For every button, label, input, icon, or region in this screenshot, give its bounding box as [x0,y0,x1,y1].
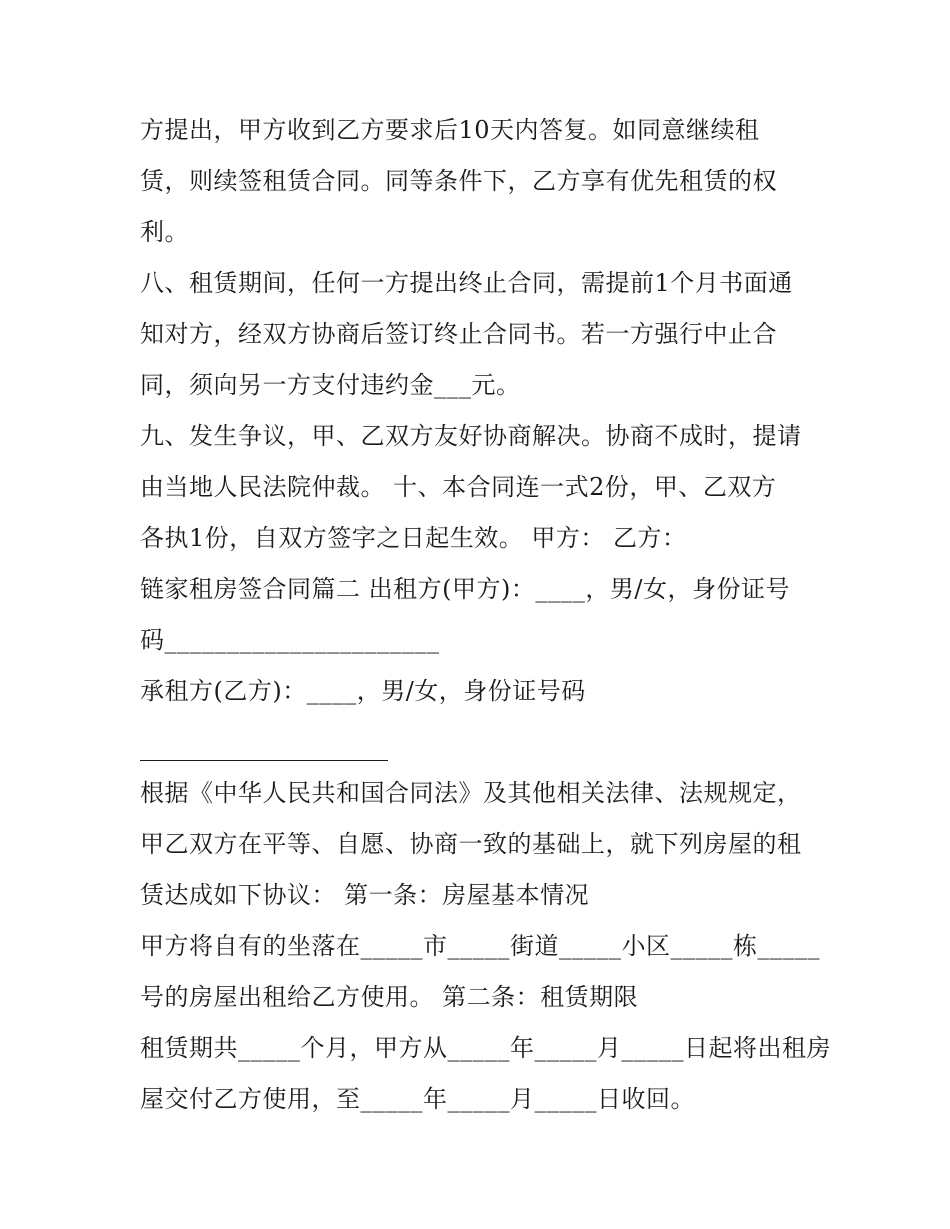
text-line: 链家租房签合同篇二 出租方(甲方)：____，男/女，身份证号 [140,575,790,603]
blank-signature-line [140,720,830,771]
underline-rule [140,720,388,761]
text-line: 赁，则续签租赁合同。同等条件下，乙方享有优先租赁的权 [140,167,777,195]
text-line: 同，须向另一方支付违约金___元。 [140,371,521,399]
text-line: 各执1份，自双方签字之日起生效。 甲方： 乙方： [140,524,687,552]
text-line: 赁达成如下协议： 第一条：房屋基本情况 [140,881,590,909]
text-line: 屋交付乙方使用，至_____年_____月_____日收回。 [140,1085,695,1113]
text-line: 方提出，甲方收到乙方要求后10天内答复。如同意继续租 [140,116,760,144]
text-line: 甲方将自有的坐落在_____市_____街道_____小区_____栋_____ [140,932,820,960]
text-line: 利。 [140,218,189,246]
document-body [140,108,830,1128]
text-line: 知对方，经双方协商后签订终止合同书。若一方强行中止合 [140,320,777,348]
text-line: 八、租赁期间，任何一方提出终止合同，需提前1个月书面通 [140,269,793,297]
text-line: 码______________________ [140,626,440,654]
text-line: 承租方(乙方)：____，男/女，身份证号码 [140,677,586,705]
text-line: 租赁期共_____个月，甲方从_____年_____月_____日起将出租房 [140,1034,831,1062]
text-line: 号的房屋出租给乙方使用。 第二条：租赁期限 [140,983,639,1011]
text-line: 根据《中华人民共和国合同法》及其他相关法律、法规规定， [140,779,802,807]
text-line: 九、发生争议，甲、乙双方友好协商解决。协商不成时，提请 [140,422,802,450]
text-line: 由当地人民法院仲裁。 十、本合同连一式2份，甲、乙双方 [140,473,777,501]
text-line: 甲乙双方在平等、自愿、协商一致的基础上，就下列房屋的租 [140,830,802,858]
